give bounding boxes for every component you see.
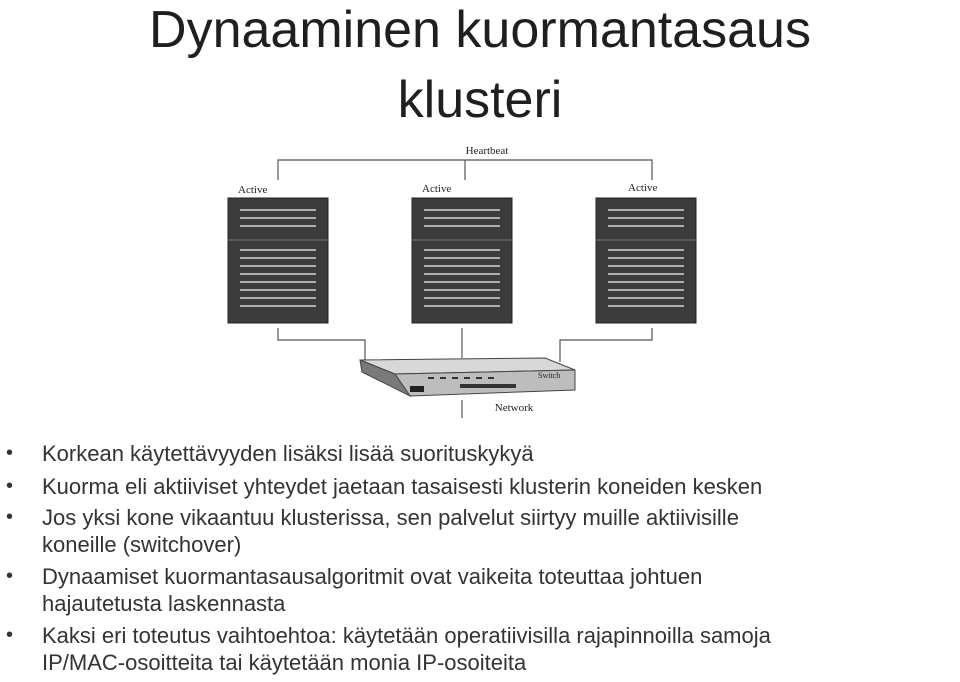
- network-label: Network: [494, 402, 534, 414]
- heartbeat-connectors: [278, 160, 652, 180]
- slide-title-line2: klusteri: [397, 71, 563, 129]
- server-3-label: Active: [628, 182, 658, 194]
- bullet-item: • Kuorma eli aktiiviset yhteydet jaetaan tasaisesti klusterin koneiden kesken: [0, 473, 960, 500]
- server-1: [228, 198, 328, 323]
- bullet-item: • Korkean käytettävyyden lisäksi lisää suorituskykyä: [0, 440, 960, 467]
- server-2: [412, 198, 512, 323]
- bullet-item: • Jos yksi kone vikaantuu klusterissa, sen palvelut siirtyy muille aktiivisille koneille (switchover): [0, 504, 960, 558]
- bullet-item: • Dynaamiset kuormantasausalgoritmit ovat vaikeita toteuttaa johtuen hajautetusta laskennasta: [0, 563, 960, 617]
- heartbeat-label: Heartbeat: [465, 145, 509, 157]
- server-2-label: Active: [422, 183, 452, 195]
- server-3: [596, 198, 696, 323]
- bullet-list: [0, 440, 960, 676]
- slide-title-line1: Dynaaminen kuormantasaus: [149, 1, 811, 59]
- server-1-label: Active: [238, 184, 268, 196]
- switch-label: Switch: [538, 371, 561, 380]
- bullet-item: • Kaksi eri toteutus vaihtoehtoa: käytetään operatiivisilla rajapinnoilla samoja IP/MAC-osoitteita tai käytetään monia IP-osoiteita: [0, 622, 960, 676]
